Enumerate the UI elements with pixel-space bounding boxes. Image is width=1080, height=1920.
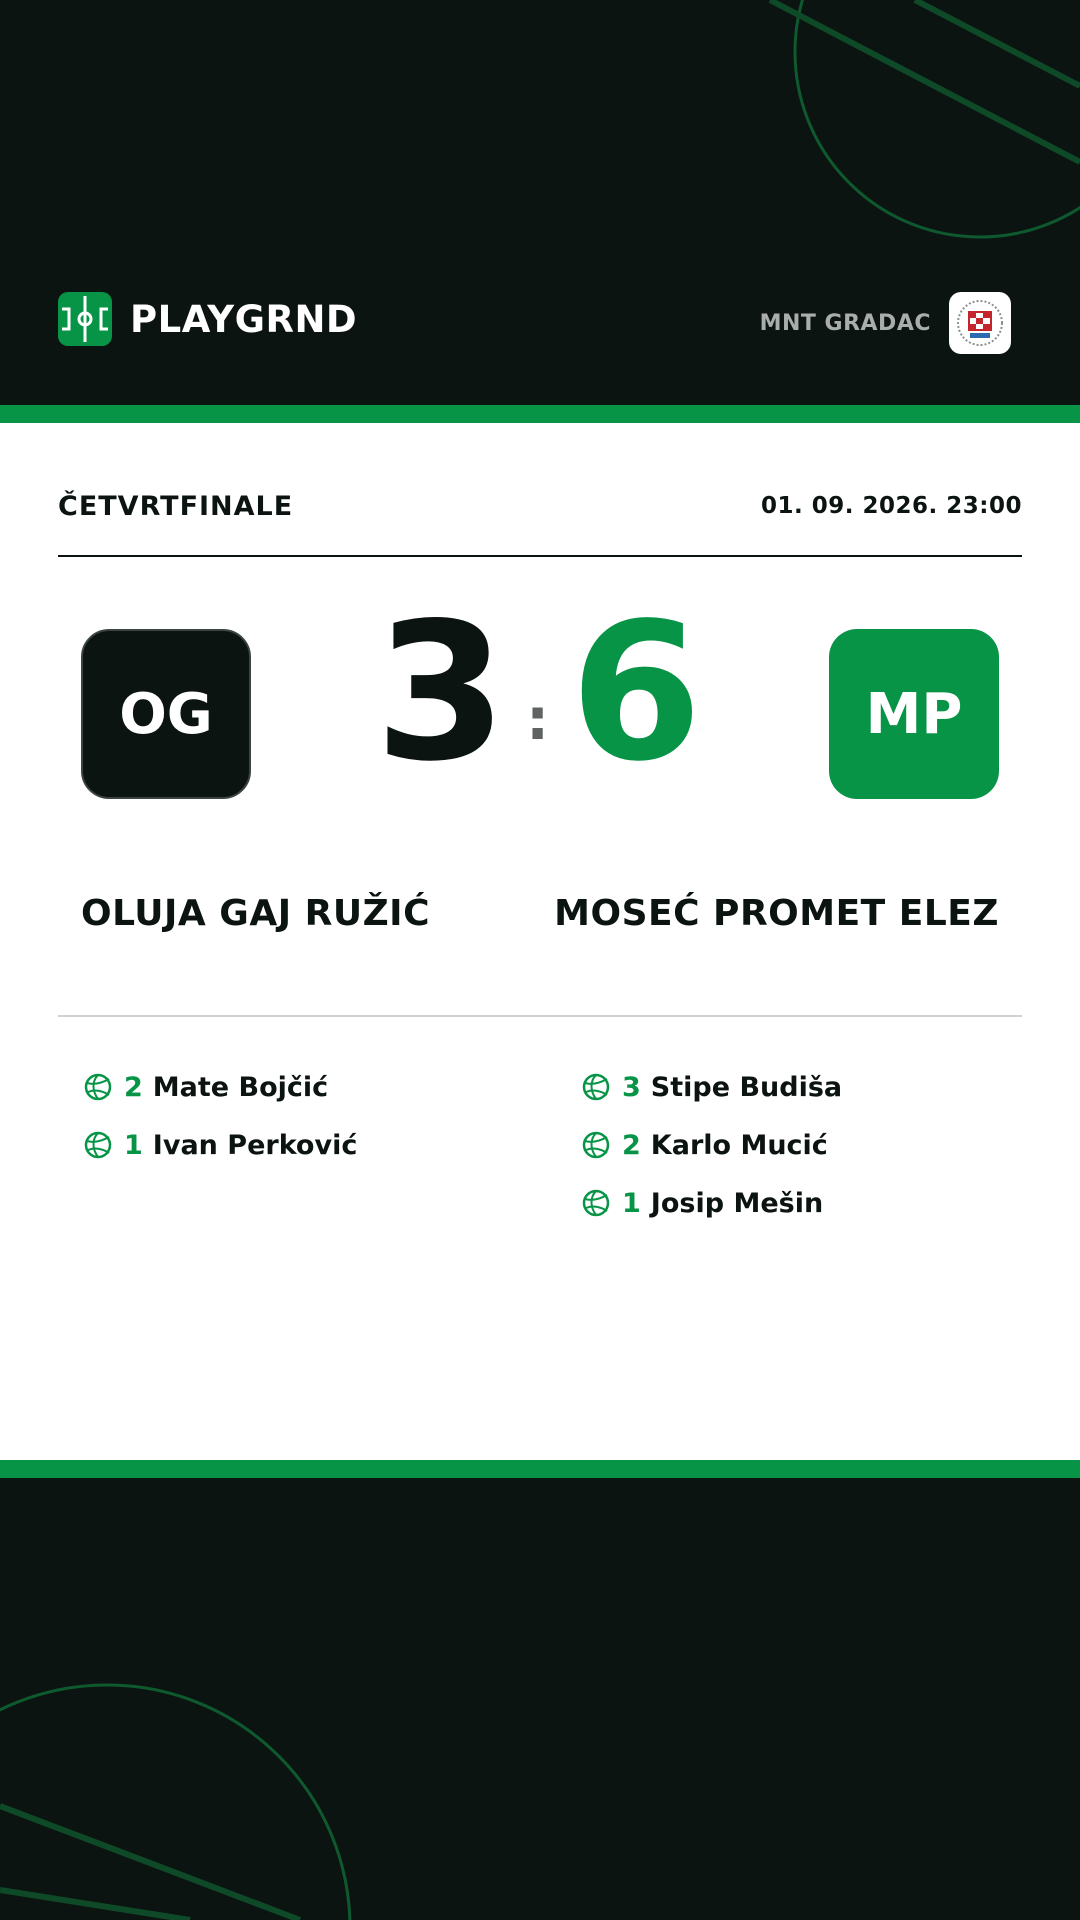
match-datetime: 01. 09. 2026. 23:00 (761, 493, 1022, 519)
organizer-name: MNT GRADAC (759, 310, 931, 336)
away-team-badge: MP (829, 629, 999, 799)
ball-icon (582, 1189, 610, 1217)
home-team-badge: OG (81, 629, 251, 799)
footer-panel (0, 1478, 1080, 1920)
scorer-goals: 2 (124, 1071, 143, 1103)
header-panel (0, 0, 1080, 405)
scorer-item (84, 1128, 357, 1162)
scorer-item (84, 1070, 357, 1104)
away-scorers-list (582, 1070, 842, 1244)
scorer-item (582, 1070, 842, 1104)
scorer-goals: 2 (622, 1129, 641, 1161)
brand-name: PLAYGRND (130, 297, 358, 341)
accent-stripe-top (0, 405, 1080, 423)
ball-icon (84, 1073, 112, 1101)
pitch-decoration-bottom (0, 1478, 1080, 1920)
home-score: 3 (374, 582, 507, 803)
organizer (760, 292, 1011, 354)
home-team-name: OLUJA GAJ RUŽIĆ (81, 893, 430, 934)
accent-stripe-bottom (0, 1460, 1080, 1478)
divider (58, 555, 1022, 557)
ball-icon (84, 1131, 112, 1159)
home-scorers-list (84, 1070, 357, 1186)
scorer-goals: 1 (124, 1129, 143, 1161)
club-crest-icon (949, 292, 1011, 354)
divider (58, 1015, 1022, 1017)
away-team-name: MOSEĆ PROMET ELEZ (554, 893, 999, 934)
round-label: ČETVRTFINALE (58, 491, 294, 522)
score-separator: : (526, 685, 550, 753)
scorer-item (582, 1186, 842, 1220)
match-card (0, 423, 1080, 1460)
scorer-name: Mate Bojčić (152, 1071, 329, 1103)
scorer-item (582, 1128, 842, 1162)
brand[interactable] (58, 292, 357, 346)
scorer-goals: 1 (622, 1187, 641, 1219)
scorer-goals: 3 (622, 1071, 641, 1103)
football-pitch-icon (58, 292, 112, 346)
scorer-name: Josip Mešin (650, 1187, 824, 1219)
away-score: 6 (570, 582, 703, 803)
scorer-name: Stipe Budiša (650, 1071, 843, 1103)
scorer-name: Ivan Perković (152, 1129, 358, 1161)
ball-icon (582, 1073, 610, 1101)
ball-icon (582, 1131, 610, 1159)
scorer-name: Karlo Mucić (650, 1129, 828, 1161)
